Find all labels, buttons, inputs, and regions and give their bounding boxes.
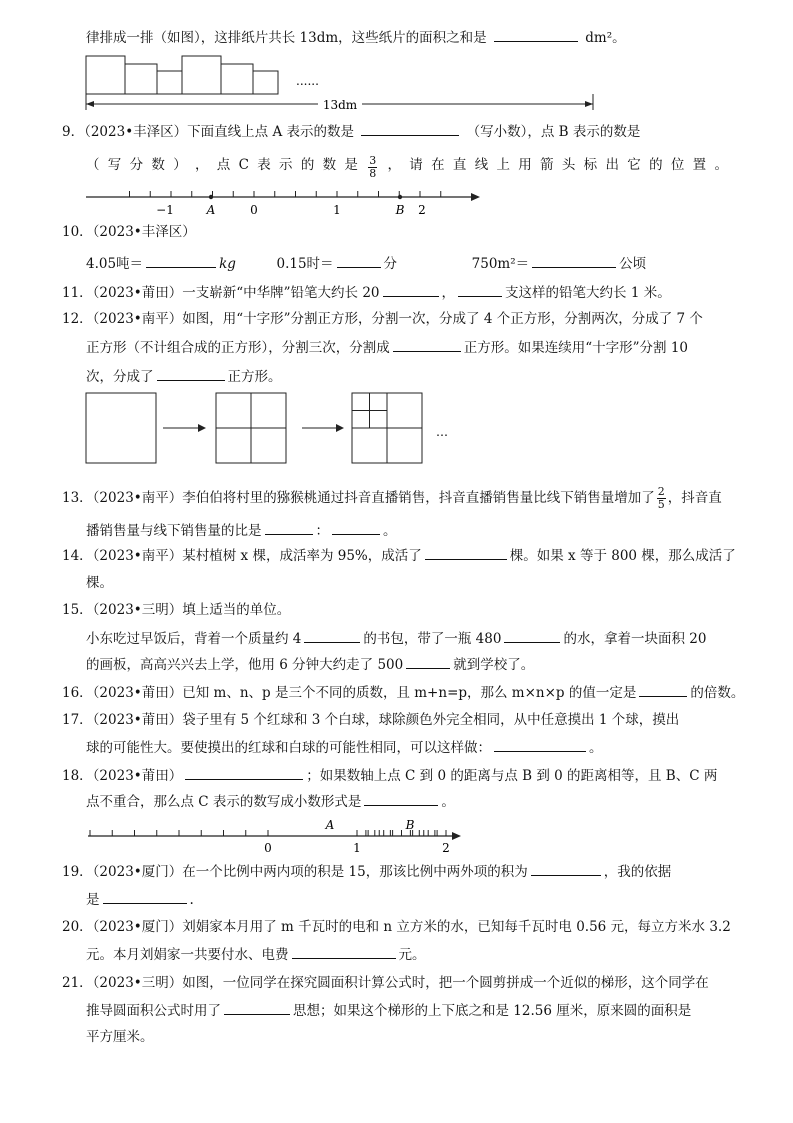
q10-head: 10．（2023•丰泽区）	[62, 224, 196, 240]
q18-label-2: 2	[442, 841, 450, 855]
q9-line1	[62, 121, 651, 142]
q19-line1: 19．（2023•厦门）在一个比例中两内项的积是 15，那该比例中两外项的积为 ，我的依据	[62, 861, 671, 882]
q14-line1: 14．（2023•南平）某村植树 x 棵，成活率为 95%，成活了 棵。如果 x 等于 800 棵，那么成活了	[62, 545, 736, 566]
q17-line2: 球的可能性大。要使摸出的红球和白球的可能性相同，可以这样做： 。	[86, 737, 603, 758]
q9-axis-arrow	[471, 193, 480, 201]
q12-line2: 正方形（不计组合成的正方形），分割三次，分割成 正方形。如果连续用“十字形”分割 10	[86, 337, 688, 358]
q12-blank-b[interactable]	[157, 366, 225, 381]
q9-blank-a[interactable]	[361, 121, 459, 136]
q12-line1: 12．（2023•南平）如图，用“十字形”分割正方形，分割一次，分成了 4 个正方形，分割两次，分成了 7 个	[62, 311, 703, 327]
q8-dim-label: 13dm	[322, 98, 358, 112]
q10-blank-b[interactable]	[337, 253, 381, 268]
q18-label-a: A	[325, 818, 335, 832]
q15-blank-b[interactable]	[504, 628, 560, 643]
q21-blank[interactable]	[224, 1000, 290, 1015]
q18-number-line[interactable]	[0, 815, 793, 857]
q13-fraction: $\frac{2}{5}$	[657, 485, 665, 511]
q18-axis-arrow	[452, 832, 461, 840]
q10-blank-c[interactable]	[532, 253, 616, 268]
q9-number-line[interactable]	[0, 185, 793, 220]
q11-line: 11．（2023•莆田）一支崭新“中华牌”铅笔大约长 20 ， 支这样的铅笔大约长 1 米。	[62, 282, 671, 303]
q8-text: 律排成一排（如图），这排纸片共长 13dm，这些纸片的面积之和是	[86, 30, 487, 46]
q9-text-b: （写小数），点 B 表示的数是	[466, 124, 641, 140]
q15-line2: 小东吃过早饭后，背着一个质量约 4 的书包，带了一瓶 480 的水，拿着一块面积 20	[86, 628, 706, 649]
paper-rect-4	[182, 56, 221, 94]
q19-blank-b[interactable]	[103, 889, 187, 904]
paper-rect-2	[125, 64, 157, 94]
q18-blank-a[interactable]	[185, 765, 303, 780]
q11-blank-b[interactable]	[458, 282, 502, 297]
q9-label-0: 0	[250, 203, 258, 217]
q13-blank-a[interactable]	[265, 520, 313, 535]
q12-blank-a[interactable]	[393, 337, 461, 352]
q13-blank-b[interactable]	[332, 520, 380, 535]
q9-point-a	[209, 195, 213, 199]
q21-line2: 推导圆面积公式时用了 思想；如果这个梯形的上下底之和是 12.56 厘米，原来圆的面积是	[86, 1000, 691, 1021]
q9-point-b	[398, 195, 402, 199]
q17-blank[interactable]	[494, 737, 586, 752]
q20-line1: 20．（2023•厦门）刘娟家本月用了 m 千瓦时的电和 n 立方米的水，已知每千瓦时电 0.56 元，每立方米水 3.2	[62, 919, 731, 935]
q11-blank-a[interactable]	[383, 282, 439, 297]
q15-blank-a[interactable]	[304, 628, 360, 643]
q9-label-1: 1	[333, 203, 341, 217]
dim-arrow-right	[585, 101, 593, 107]
q9-fraction: $\frac{3}{8}$	[369, 154, 377, 180]
q20-blank[interactable]	[292, 944, 396, 959]
q20-line2: 元。本月刘娟家一共要付水、电费 元。	[86, 944, 426, 965]
q9-line2: （ 写 分 数 ） ， 点 C 表 示 的 数 是 $\frac{3}{8}$ ， 请 在 直 线 上 用 箭 头 标 出 它 的 位 置 。	[86, 154, 728, 180]
paper-rect-1	[86, 56, 125, 94]
q12-dots: …	[436, 425, 448, 439]
q18-blank-b[interactable]	[364, 791, 438, 806]
square-step-1	[86, 393, 156, 463]
q9-label-minus1: −1	[156, 203, 174, 217]
q14-line2: 棵。	[86, 575, 113, 591]
q9-label-b: B	[395, 203, 405, 217]
paper-rect-6	[253, 71, 278, 94]
q19-line2: 是 .	[86, 889, 194, 910]
q18-label-0: 0	[264, 841, 272, 855]
q14-blank[interactable]	[425, 545, 507, 560]
paper-rect-5	[221, 64, 253, 94]
dim-arrow-left	[86, 101, 94, 107]
q15-line1: 15．（2023•三明）填上适当的单位。	[62, 602, 291, 618]
paper-rect-3	[157, 71, 182, 94]
q18-label-1: 1	[353, 841, 361, 855]
q16-blank[interactable]	[639, 682, 687, 697]
q17-line1: 17．（2023•莆田）袋子里有 5 个红球和 3 个白球，球除颜色外完全相同，从中任意摸出 1 个球，摸出	[62, 712, 680, 728]
q18-line1: 18．（2023•莆田） ；如果数轴上点 C 到 0 的距离与点 B 到 0 的距离相等，且 B、C 两	[62, 765, 717, 786]
q9-text-a: 9．（2023•丰泽区）下面直线上点 A 表示的数是	[62, 124, 354, 140]
q9-label-2: 2	[418, 203, 426, 217]
q15-blank-c[interactable]	[406, 654, 450, 669]
q9-label-a: A	[206, 203, 216, 217]
q8-unit: dm²。	[585, 30, 626, 46]
q8-dots: ......	[296, 74, 319, 88]
q8-figure	[0, 0, 793, 120]
q12-figure	[0, 390, 793, 470]
q21-line1: 21．（2023•三明）如图，一位同学在探究圆面积计算公式时，把一个圆剪拼成一个近似的梯形，这个同学在	[62, 975, 709, 991]
q10-line: 4.05吨＝ kg 0.15时＝ 分 750m²＝ 公顷	[86, 253, 646, 274]
q13-line2: 播销售量与线下销售量的比是 ： 。	[86, 520, 397, 541]
q13-line1: 13．（2023•南平）李伯伯将村里的猕猴桃通过抖音直播销售，抖音直播销售量比线下销售量增加了 $\frac{2}{5}$ ，抖音直	[62, 485, 722, 511]
q18-line2: 点不重合，那么点 C 表示的数写成小数形式是 。	[86, 791, 455, 812]
q12-line3: 次，分成了 正方形。	[86, 366, 282, 387]
q10-blank-a[interactable]	[146, 253, 216, 268]
q21-line3: 平方厘米。	[86, 1029, 154, 1045]
q18-label-b: B	[405, 818, 415, 832]
q16-line: 16．（2023•莆田）已知 m、n、p 是三个不同的质数，且 m+n=p，那么 m×n×p 的值一定是 的倍数。	[62, 682, 744, 703]
q19-blank-a[interactable]	[531, 861, 601, 876]
q15-line3: 的画板，高高兴兴去上学，他用 6 分钟大约走了 500 就到学校了。	[86, 654, 534, 675]
